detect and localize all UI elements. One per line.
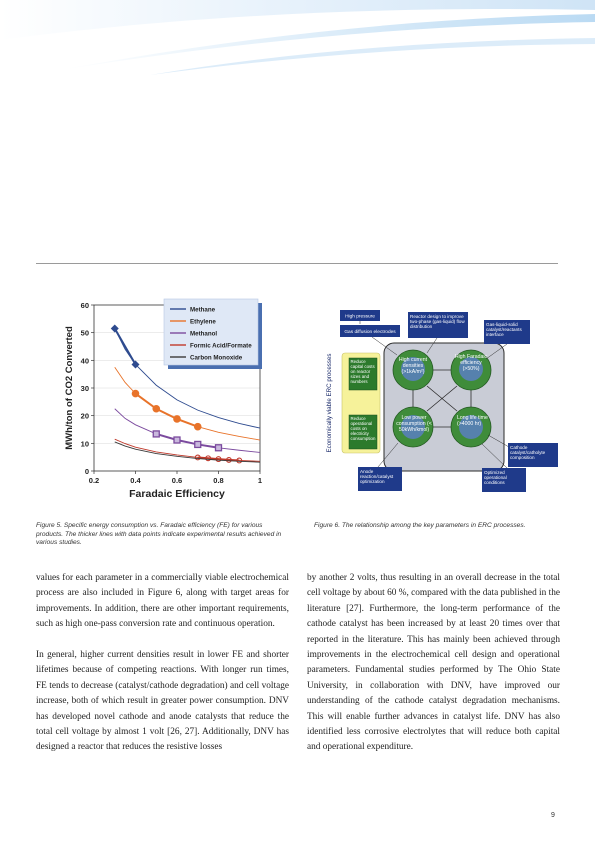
page-number: 9 [551, 812, 555, 819]
data-point [174, 437, 180, 443]
series-line-carbon-monoxide [115, 442, 260, 462]
y-tick-label: 30 [80, 384, 89, 393]
x-tick-label: 1 [257, 476, 263, 485]
label-anode-text: Anode reaction/catalyst optimization [360, 468, 394, 485]
legend [164, 299, 262, 369]
data-point [194, 423, 202, 431]
label-operational-conditions-text: Optimized operational conditions [484, 469, 507, 486]
series-line-methanol [115, 409, 260, 453]
legend-entry: Methane [190, 306, 216, 314]
circle-text-life: Long life time (>4000 hr) [457, 415, 488, 427]
series-line-ethylene [115, 367, 260, 440]
legend-entry: Carbon Monoxide [190, 354, 243, 362]
label-cathode-text: Cathode catalyst/catholyte composition [510, 444, 546, 461]
vertical-label: Economically viable ERC processes [326, 353, 333, 453]
data-point [195, 441, 201, 447]
data-point [132, 390, 140, 398]
x-tick-label: 0.4 [130, 476, 141, 485]
header-banner [0, 0, 595, 80]
circle-text-faradaic: High Faradaic efficiency (>50%) [454, 354, 488, 372]
y-tick-label: 60 [80, 301, 89, 310]
data-point [173, 415, 181, 423]
label-interface-text: Gas-liquid-solid catalyst/reactants interface [486, 321, 522, 338]
paragraph: by another 2 volts, thus resulting in an overall decrease in the total cell voltage by about 60 %, compared with the data published in the literature [27]. Furthermore, the long-term performance of the cathode catalyst has been increased by at least 20 times over that reported in the literature. This has mainly been achieved through improvements in the electrochemical cell design and operational parameters. Fundamental studies performed by The Ohio State University, in collaboration with DNV, have improved our understanding of the cathode catalyst degradation mechanisms. This will enable further advances in catalyst life. DNV has also identified less corrosive electrolytes that will reduce both capital and operational expenditure. [307, 573, 560, 753]
data-point [216, 445, 222, 451]
figure-6-diagram [312, 307, 560, 495]
data-point [153, 431, 159, 437]
y-tick-label: 20 [80, 411, 89, 421]
experimental-line [115, 329, 136, 365]
figure-5-caption: Figure 5. Specific energy consumption vs. Faradaic efficiency (FE) for various products. The thicker lines with data points indicate experimental results achieved in various studies. [36, 522, 282, 547]
x-tick-label: 0.8 [213, 476, 224, 485]
y-axis-label: MWh/ton of CO2 Converted [64, 326, 75, 450]
capital-cost-text: Reduce capital costs on reactor sizes and numbers [350, 359, 375, 385]
header-rule [36, 263, 558, 264]
figure-6-caption: Figure 6. The relationship among the key parameters in ERC processes. [314, 522, 526, 529]
body-column-right [307, 571, 560, 771]
label-high-pressure-text: High pressure [345, 314, 375, 320]
circle-text-power: Low power consumption (< 50kWh/kmol) [396, 415, 432, 433]
y-tick-label: 40 [80, 356, 89, 366]
paragraph: In general, higher current densities result in lower FE and shorter lifetimes because of competing reactions. With longer run times, FE tends to decrease (catalyst/cathode degradation) and cell voltage increase, both of which result in greater power consumption. DNV has developed novel cathode and anode catalysts that reduce the total cell voltage by almost 1 volt [26, 27]. Additionally, DNV has designed a reactor that reduces the resistive losses [36, 650, 289, 753]
y-tick-label: 10 [80, 439, 89, 449]
label-reactor-design-text: Reactor design to improve two-phase (gas-liquid) flow distribution [410, 313, 465, 330]
paragraph: values for each parameter in a commercially viable electrochemical process are also included in Figure 6, along with target areas for improvements. In addition, there are other important requirements, such as high one-pass conversion rate and continuous operation. [36, 573, 289, 630]
circle-text-current: High current densities (>1kA/m²) [398, 357, 428, 375]
figure-5-chart [60, 297, 270, 515]
x-tick-label: 0.2 [88, 476, 100, 485]
y-tick-label: 50 [80, 328, 89, 338]
legend-entry: Methanol [190, 330, 218, 338]
y-tick-label: 0 [84, 467, 89, 476]
x-tick-label: 0.6 [171, 476, 183, 485]
body-column-left [36, 571, 289, 771]
data-point [152, 405, 160, 413]
operational-cost-text: Reduce operational costs on electricity consumption [350, 416, 376, 442]
label-gas-diffusion-text: Gas diffusion electrodes [344, 330, 396, 335]
legend-entry: Ethylene [190, 318, 216, 326]
x-axis-label: Faradaic Efficiency [129, 488, 225, 500]
experimental-line [156, 434, 218, 448]
legend-entry: Formic Acid/Formate [190, 342, 252, 350]
experimental-line [136, 394, 198, 427]
data-point [111, 325, 119, 333]
